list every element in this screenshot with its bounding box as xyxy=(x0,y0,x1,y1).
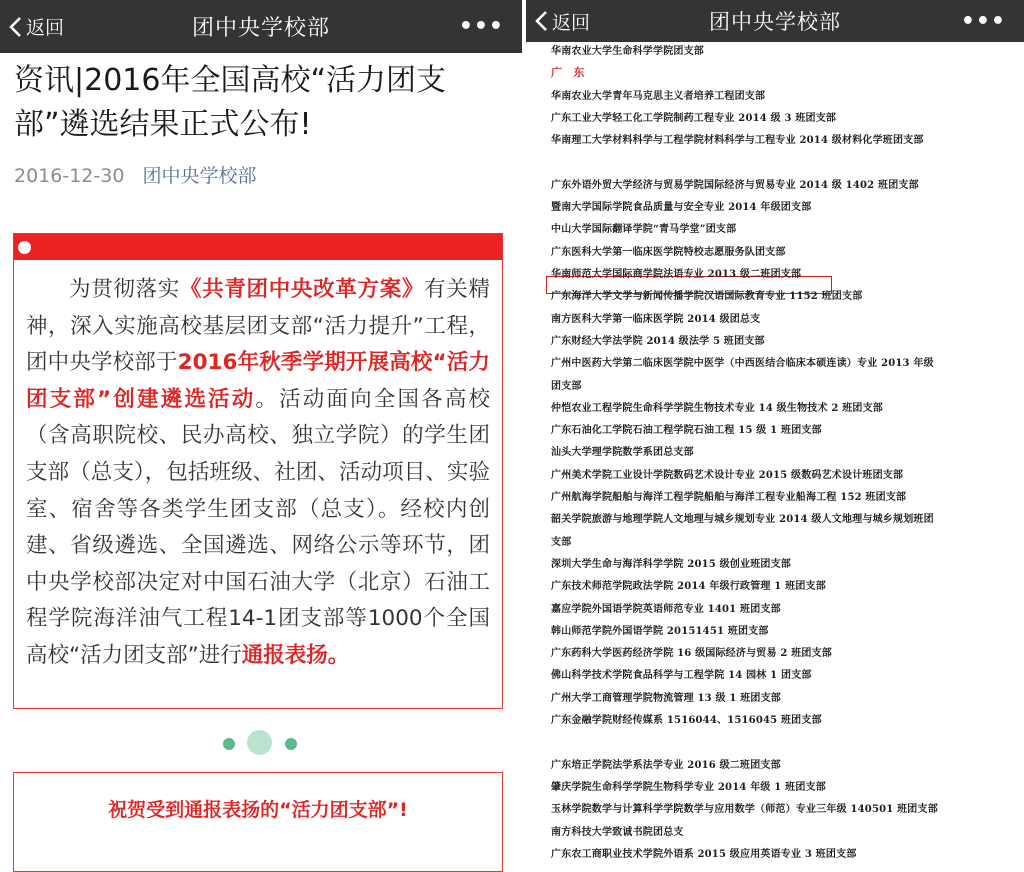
highlighted-text: 2016年秋季学期开展高校“活力团支部”创建遴选活动 xyxy=(26,350,490,412)
document-line: 团支部 xyxy=(551,380,582,392)
left-screenshot xyxy=(0,0,522,850)
document-line: 支部 xyxy=(551,536,572,548)
article-date: 2016-12-30 xyxy=(14,165,125,187)
back-button[interactable] xyxy=(8,0,64,53)
back-button[interactable] xyxy=(534,0,590,42)
document-line: 广东外语外贸大学经济与贸易学院国际经济与贸易专业 2014 级 1402 班团支部 xyxy=(551,179,919,191)
document-line: 华南师范大学国际商学院法语专业 2013 级二班团支部 xyxy=(551,269,802,280)
document-line: 广州美术学院工业设计学院数码艺术设计专业 2015 级数码艺术设计班团支部 xyxy=(551,469,904,481)
document-line: 韶关学院旅游与地理学院人文地理与城乡规划专业 2014 级人文地理与城乡规划班团 xyxy=(551,514,934,526)
right-screenshot xyxy=(526,0,1024,860)
back-label: 返回 xyxy=(26,17,65,39)
document-line: 肇庆学院生命科学学院生物科学专业 2014 年级 1 班团支部 xyxy=(551,781,826,793)
congrats-text: 祝贺受到通报表扬的“活力团支部”! xyxy=(108,799,408,821)
document-line: 广东海洋大学文学与新闻传播学院汉语国际教育专业 1152 班团支部 xyxy=(551,291,863,303)
document-line: 广东金融学院财经传媒系 1516044、1516045 班团支部 xyxy=(551,715,822,726)
document-line: 广东技术师范学院政法学院 2014 年级行政管理 1 班团支部 xyxy=(551,581,826,593)
document-line: 韩山师范学院外国语学院 20151451 班团支部 xyxy=(551,625,769,637)
article-title: 资讯|2016年全国高校“活力团支部”遴选结果正式公布! xyxy=(14,63,446,142)
paragraph-text: 有关精神，深入实施高校基层团支部“活力提升”工程，团中央学校部于 xyxy=(26,277,490,376)
document-line: 广东工业大学轻工化工学院制药工程专业 2014 级 3 班团支部 xyxy=(551,112,837,124)
document-line: 玉林学院数学与计算科学学院数学与应用数学（师范）专业三年级 140501 班团支部 xyxy=(551,804,938,816)
document-line: 中山大学国际翻译学院“青马学堂”团支部 xyxy=(551,224,737,236)
document-line: 广东药科大学医药经济学院 16 级国际经济与贸易 2 班团支部 xyxy=(551,648,832,660)
document-line: 华南农业大学青年马克思主义者培养工程团支部 xyxy=(551,90,766,102)
highlighted-text: 《共青团中央改革方案》 xyxy=(179,277,425,302)
nav-bar xyxy=(526,0,1024,42)
paragraph-text: 为贯彻落实 xyxy=(69,277,180,302)
nav-title: 团中央学校部 xyxy=(709,10,841,34)
carousel-dot[interactable] xyxy=(285,738,297,750)
carousel-indicator[interactable] xyxy=(220,730,300,756)
chevron-left-icon xyxy=(534,10,548,32)
carousel-dot-active[interactable] xyxy=(247,730,272,755)
carousel-dot[interactable] xyxy=(223,738,235,750)
chevron-left-icon xyxy=(8,16,22,38)
region-heading: 广 东 xyxy=(551,66,585,80)
document-line: 嘉应学院外国语学院英语师范专业 1401 班团支部 xyxy=(551,603,781,615)
more-menu-icon[interactable]: ••• xyxy=(960,8,1006,34)
article-content-box xyxy=(13,233,503,709)
document-line: 广州航海学院船舶与海洋工程学院船舶与海洋工程专业船海工程 152 班团支部 xyxy=(551,492,907,503)
red-header-bar xyxy=(14,234,502,260)
document-line: 南方医科大学第一临床医学院 2014 级团总支 xyxy=(551,313,761,325)
document-line: 广东石油化工学院石油工程学院石油工程 15 级 1 班团支部 xyxy=(551,425,822,437)
document-line: 广东培正学院法学系法学专业 2016 级二班团支部 xyxy=(551,759,781,771)
document-line: 深圳大学生命与海洋科学学院 2015 级创业班团支部 xyxy=(551,558,791,570)
document-line: 仲恺农业工程学院生命科学学院生物技术专业 14 级生物技术 2 班团支部 xyxy=(551,402,883,414)
document-line: 广东农工商职业技术学院外语系 2015 级应用英语专业 3 班团支部 xyxy=(551,848,857,860)
document-line: 佛山科学技术学院食品科学与工程学院 14 园林 1 团支部 xyxy=(551,670,812,682)
highlighted-text: 通报表扬。 xyxy=(241,642,350,668)
document-line: 华南农业大学生命科学学院团支部 xyxy=(551,46,704,57)
document-line: 广东财经大学法学院 2014 级法学 5 班团支部 xyxy=(551,335,765,347)
article-paragraph xyxy=(26,272,490,675)
nav-bar xyxy=(0,0,522,53)
document-line: 广东医科大学第一临床医学院特校志愿服务队团支部 xyxy=(551,246,786,258)
document-line: 暨南大学国际学院食品质量与安全专业 2014 年级团支部 xyxy=(551,202,812,214)
congrats-box xyxy=(13,772,503,872)
document-line: 华南理工大学材料科学与工程学院材料科学与工程专业 2014 级材料化学班团支部 xyxy=(551,135,924,147)
more-menu-icon[interactable]: ••• xyxy=(458,14,504,39)
paragraph-text: 。活动面向全国各高校（含高职院校、民办高校、独立学院）的学生团支部（总支），包括班级、社团、活动项目、实验室、宿舍等各类学生团支部（总支）。经校内创建、省级遴选、全国遴选、网络公示等环节，团中央学校部决定对中国石油大学（北京）石油工程学院海洋油气工程14-1团支部等1000个全国高校“活力团支部”进行 xyxy=(26,386,490,668)
document-line: 广州大学工商管理学院物流管理 13 级 1 班团支部 xyxy=(551,692,781,704)
circle-decoration-icon xyxy=(18,241,31,254)
nav-title: 团中央学校部 xyxy=(191,16,330,41)
document-line: 广州中医药大学第二临床医学院中医学（中西医结合临床本硕连读）专业 2013 年级 xyxy=(551,358,934,370)
article-meta xyxy=(14,161,508,188)
account-link[interactable]: 团中央学校部 xyxy=(142,165,257,187)
document-line: 南方科技大学致诚书院团总支 xyxy=(551,826,684,838)
back-label: 返回 xyxy=(552,11,591,34)
document-line: 汕头大学理学院数学系团总支部 xyxy=(551,447,694,459)
